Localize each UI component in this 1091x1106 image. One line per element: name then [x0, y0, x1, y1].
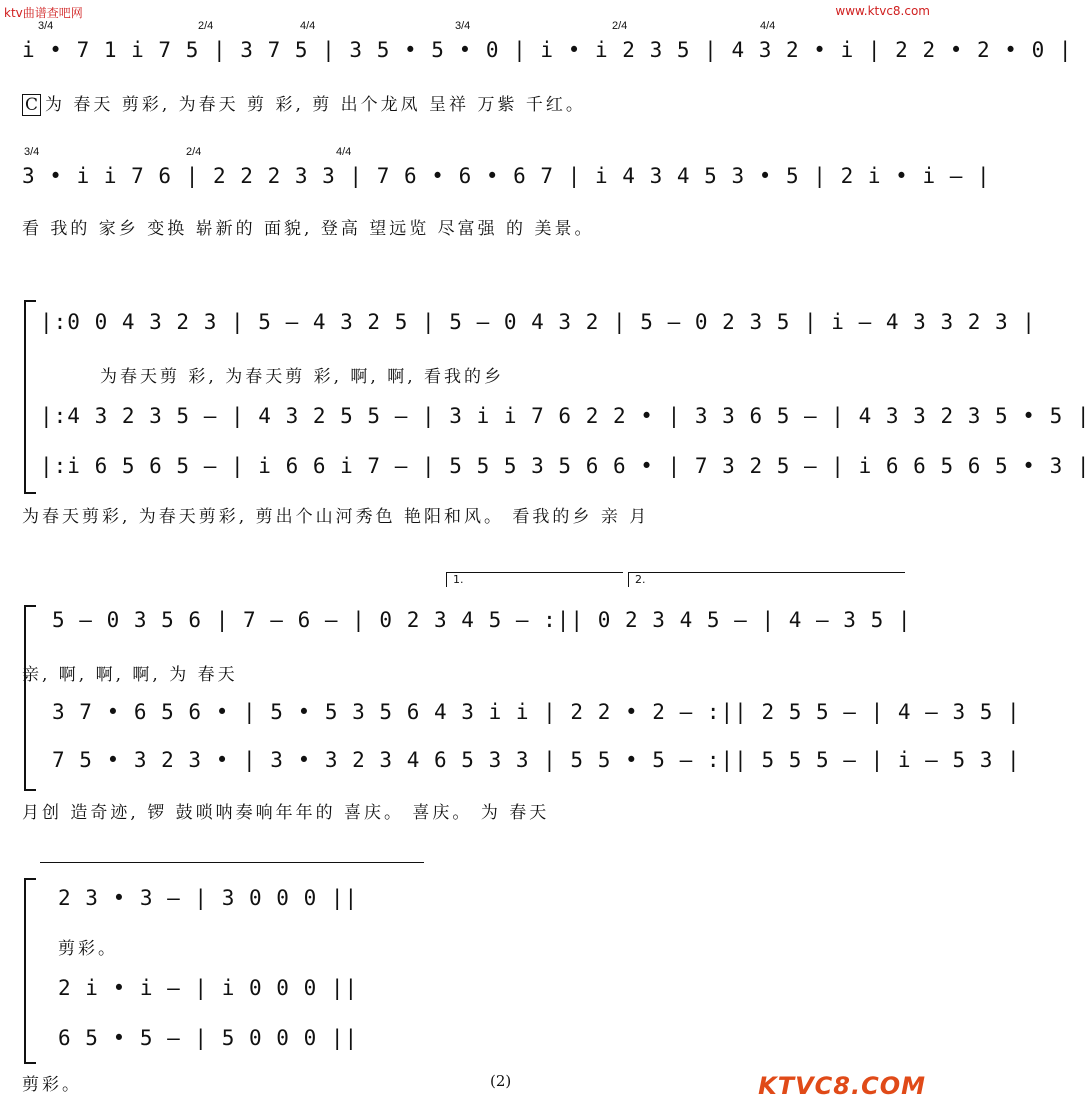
notation-line-voice-2: 2 i • i — | i 0 0 0 || [58, 976, 359, 1000]
time-signature: 3/4 [38, 20, 54, 32]
lyric-line [22, 90, 922, 126]
notation-line-voice-3: 6 5 • 5 — | 5 0 0 0 || [58, 1026, 359, 1050]
notation-line-voice-3: |:i 6 5 6 5 — | i 6 6 i 7 — | 5 5 5 3 5 6 6 • | 7 3 2 5 — | i 6 6 5 6 5 • 3 | [40, 454, 1091, 478]
watermark-site-name: ktv曲谱查吧网 [4, 6, 83, 20]
system-top-rule [40, 862, 424, 869]
lyric-line: 月创 造奇迹, 锣 鼓唢呐奏响年年的 喜庆。 喜庆。 为 春天 [22, 803, 550, 823]
lyric-line-voice-1: 为春天剪 彩, 为春天剪 彩, 啊, 啊, 看我的乡 [100, 367, 505, 387]
notation-line-voice-1: 2 3 • 3 — | 3 0 0 0 || [58, 886, 359, 910]
time-signature: 2/4 [612, 20, 628, 32]
watermark-url: www.ktvc8.com [835, 4, 930, 18]
system-bracket [24, 605, 36, 791]
time-signature: 3/4 [455, 20, 471, 32]
notation-line-voice-3: 7 5 • 3 2 3 • | 3 • 3 2 3 4 6 5 3 3 | 5 5 • 5 — :|| 5 5 5 — | i — 5 3 | [52, 748, 1021, 772]
lyric-line: 看 我的 家乡 变换 崭新的 面貌, 登高 望远览 尽富强 的 美景。 [22, 219, 595, 239]
volta-first-ending: 1. [446, 572, 623, 587]
lyric-line: 剪彩。 [22, 1075, 82, 1095]
page-number: (2) [490, 1072, 512, 1090]
system-bracket [24, 300, 36, 494]
time-signature: 3/4 [24, 146, 40, 158]
notation-line: i • 7 1 i 7 5 | 3 7 5 | 3 5 • 5 • 0 | i • i 2 3 5 | 4 3 2 • i | 2 2 • 2 • 0 | [22, 38, 1073, 62]
lyric-line-voice-1: 亲, 啊, 啊, 啊, 为 春天 [22, 665, 238, 685]
time-signature: 2/4 [198, 20, 214, 32]
time-signature: 4/4 [336, 146, 352, 158]
system-bracket [24, 878, 36, 1064]
notation-line-voice-1: |:0 0 4 3 2 3 | 5 — 4 3 2 5 | 5 — 0 4 3 2 | 5 — 0 2 3 5 | i — 4 3 3 2 3 | [40, 310, 1036, 334]
lyric-line: 为春天剪彩, 为春天剪彩, 剪出个山河秀色 艳阳和风。 看我的乡 亲 月 [22, 507, 650, 527]
volta-second-ending: 2. [628, 572, 905, 587]
notation-line-voice-2: |:4 3 2 3 5 — | 4 3 2 5 5 — | 3 i i 7 6 2 2 • | 3 3 6 5 — | 4 3 3 2 3 5 • 5 | [40, 404, 1091, 428]
key-signature-box: C [22, 94, 41, 116]
time-signature: 2/4 [186, 146, 202, 158]
notation-line-voice-1: 5 — 0 3 5 6 | 7 — 6 — | 0 2 3 4 5 — :|| 0 2 3 4 5 — | 4 — 3 5 | [52, 608, 912, 632]
lyric-text: 为 春天 剪彩, 为春天 剪 彩, 剪 出个龙凤 呈祥 万紫 千红。 [45, 95, 586, 115]
time-signature: 4/4 [760, 20, 776, 32]
notation-line-voice-2: 3 7 • 6 5 6 • | 5 • 5 3 5 6 4 3 i i | 2 2 • 2 — :|| 2 5 5 — | 4 — 3 5 | [52, 700, 1021, 724]
lyric-line-voice-1: 剪彩。 [58, 939, 118, 959]
notation-line: 3 • i i 7 6 | 2 2 2 3 3 | 7 6 • 6 • 6 7 | i 4 3 4 5 3 • 5 | 2 i • i — | [22, 164, 991, 188]
time-signature: 4/4 [300, 20, 316, 32]
watermark-logo: KTVC8.COM [758, 1072, 926, 1100]
